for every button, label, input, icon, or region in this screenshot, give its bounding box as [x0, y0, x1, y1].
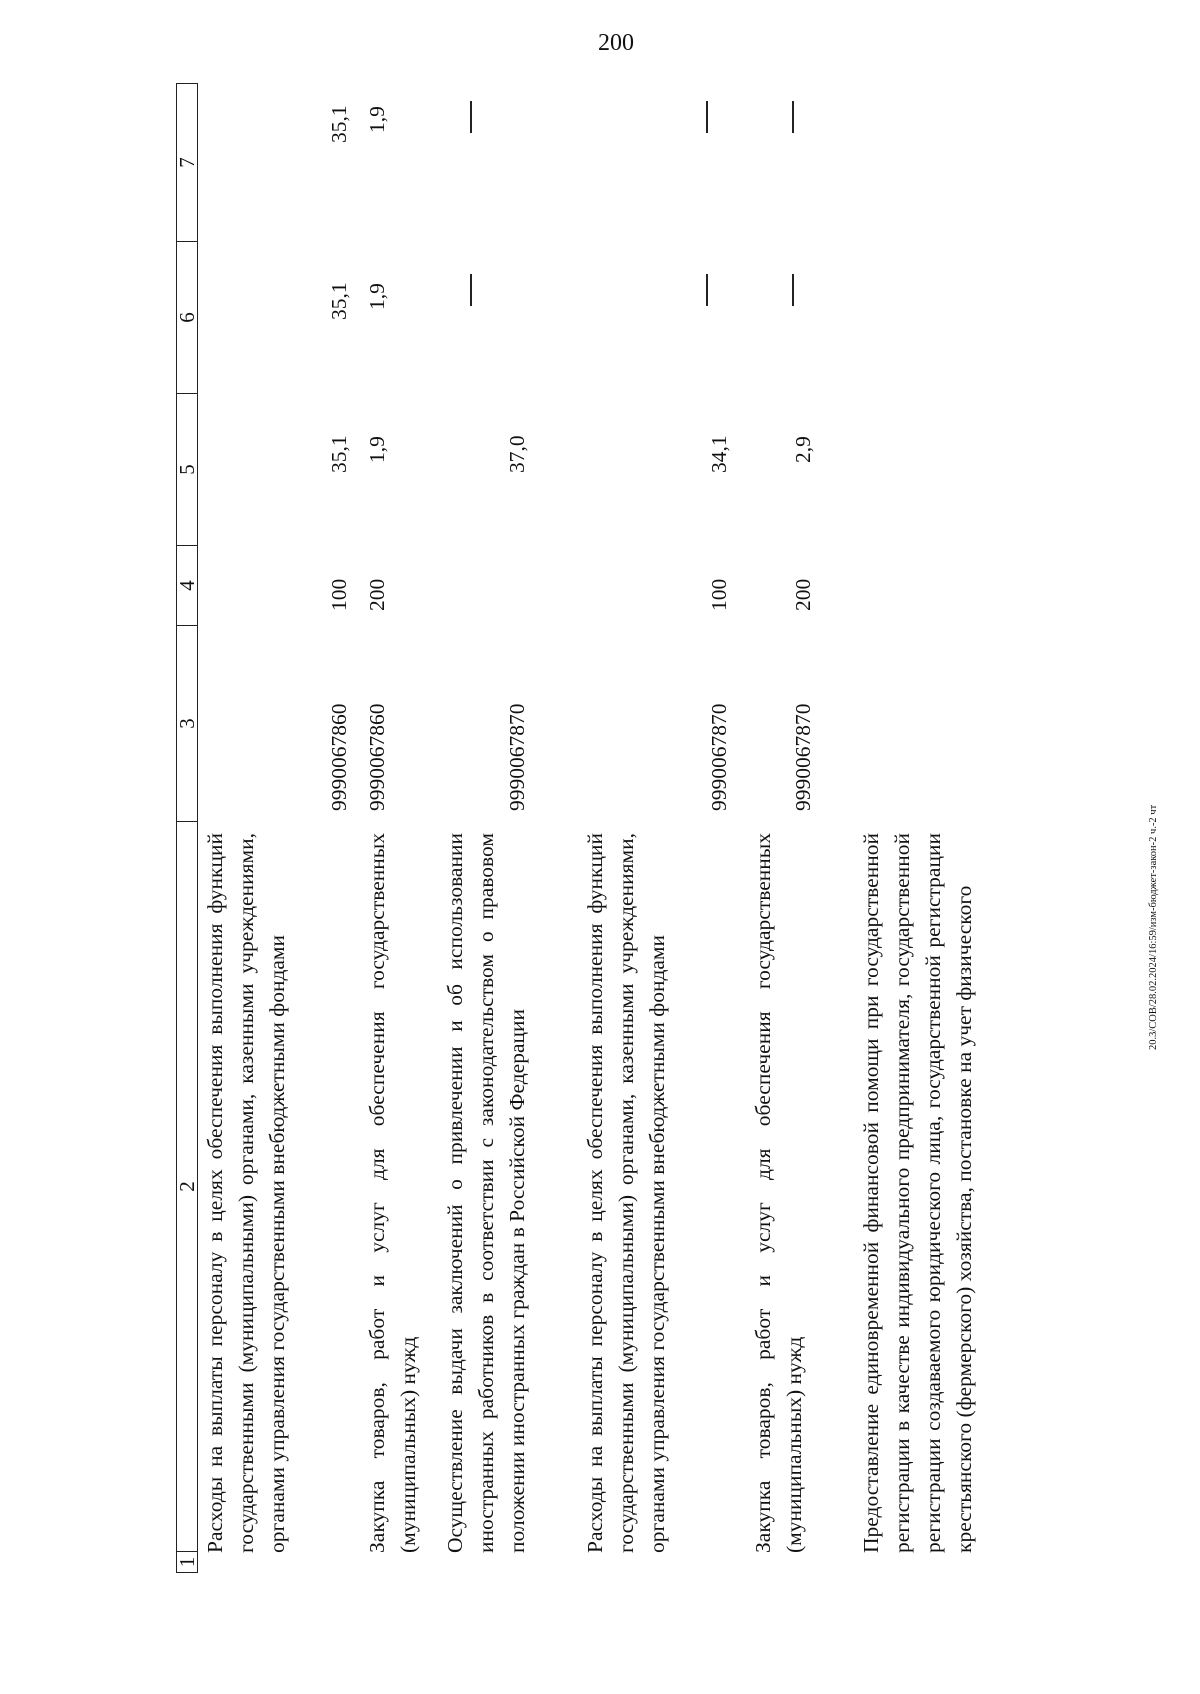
row-value-6-dash — [706, 274, 708, 306]
row-description: Закупка товаров, работ и услуг для обеспечения государственных (муниципальных) нужд — [751, 833, 806, 1553]
row-value-6: 1,9 — [365, 283, 389, 310]
row-description: Осуществление выдачи заключений о привлечении и об использовании иностранных работников в соответствии с законодательством о правовом положении иностранных граждан в Российской Федерации — [443, 833, 529, 1553]
row-value-5: 37,0 — [505, 435, 529, 473]
row-value-7-dash — [792, 101, 794, 133]
row-code: 9990067870 — [707, 703, 731, 811]
footer-document-code: 20.3/СОВ/28.02.2024/16:59/изм-бюджет-закон-2 ч.-2 чт — [1148, 804, 1159, 1050]
row-description: Предоставление единовременной финансовой помощи при государственной регистрации в качестве индивидуального предпринимателя, государственной регистрации создаваемого юридического лица, государственной регистрации крестьянского (фермерского) хозяйства, постановке на учет физического — [859, 833, 976, 1553]
column-header-3: 3 — [177, 626, 197, 822]
row-value-5: 1,9 — [365, 436, 389, 463]
column-header-2: 2 — [177, 822, 197, 1552]
row-code: 9990067860 — [365, 703, 389, 811]
row-expense-type: 100 — [707, 578, 731, 611]
row-value-7: 1,9 — [365, 106, 389, 133]
row-code: 9990067870 — [791, 703, 815, 811]
column-header-1: 1 — [175, 1556, 199, 1568]
row-value-5: 34,1 — [707, 435, 731, 473]
row-value-6: 35,1 — [327, 282, 351, 320]
row-value-6-dash — [792, 274, 794, 306]
column-header-5: 5 — [177, 394, 197, 546]
row-expense-type: 100 — [327, 578, 351, 611]
row-description: Расходы на выплаты персоналу в целях обеспечения выполнения функций государственными (муниципальными) органами, казенными учреждениями, органами управления государственными внебюджетными фондами — [203, 833, 289, 1553]
row-expense-type: 200 — [365, 578, 389, 611]
row-value-7-dash — [706, 101, 708, 133]
row-description: Расходы на выплаты персоналу в целях обеспечения выполнения функций государственными (муниципальными) органами, казенными учреждениями, органами управления государственными внебюджетными фондами — [583, 833, 669, 1553]
row-description: Закупка товаров, работ и услуг для обеспечения государственных (муниципальных) нужд — [365, 833, 420, 1553]
row-code: 9990067860 — [327, 703, 351, 811]
row-value-5: 2,9 — [791, 436, 815, 463]
column-header-4: 4 — [177, 546, 197, 626]
page-number: 200 — [598, 30, 634, 56]
row-value-6-dash — [470, 274, 472, 306]
budget-table — [176, 83, 1076, 1573]
column-header-7: 7 — [177, 84, 197, 242]
column-header-6: 6 — [177, 242, 197, 394]
row-value-7-dash — [470, 101, 472, 133]
row-expense-type: 200 — [791, 578, 815, 611]
row-value-7: 35,1 — [327, 105, 351, 143]
row-code: 9990067870 — [505, 703, 529, 811]
row-value-5: 35,1 — [327, 435, 351, 473]
table-header-row — [176, 83, 198, 1573]
